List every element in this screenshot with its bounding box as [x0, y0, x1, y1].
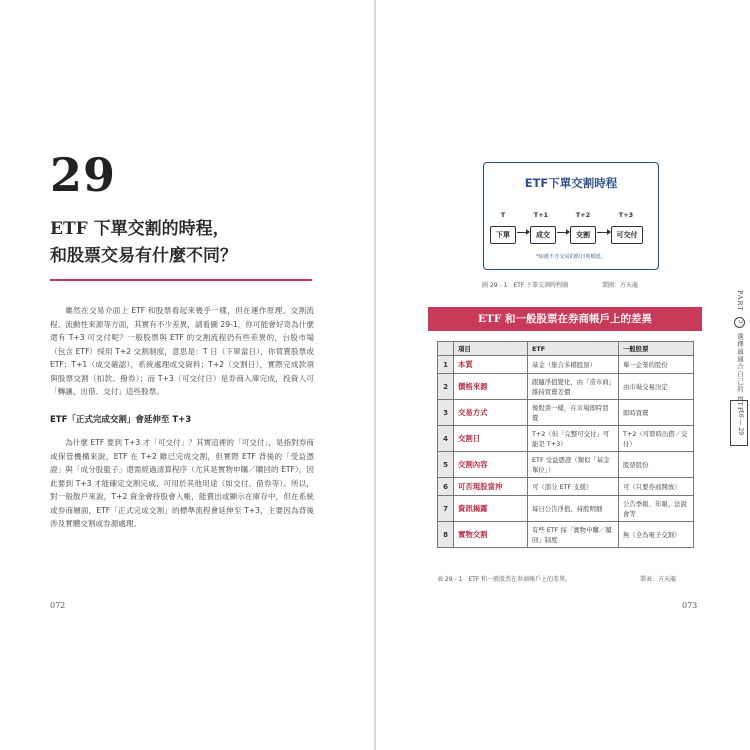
timeline-label-t2: T+2: [575, 211, 591, 219]
title-divider: [50, 279, 312, 281]
timeline-label-t1: T+1: [533, 211, 549, 219]
row-etf: 像股票一樣，在市場即時買賣: [528, 400, 619, 426]
timeline-label-t: T: [500, 211, 506, 219]
right-page: [376, 0, 750, 750]
body-paragraph-2: 為什麼 ETF 要到 T+3 才「可交付」？其實這裡的「可交付」，是指對券商或保管機構來說，ETF 在 T+2 雖已完成交割，但實際 ETF 背後的「受益憑證」與「成分股籃子」還需經過清算程序（尤其是實物申購／贖回的 ETF），因此要到 T+3 才能確定交割完成、可用於其他用途（如交付、借券等）。所以，對一般散戶來說，T+2 資金會持股會入帳，能賣出或顯示在庫存中，但在系統或券商層面，ETF「正式完成交割」的標準流程會延伸至 T+3，主要因為背後涉及實體交割或券源處理。: [50, 438, 314, 528]
running-side-tab: [733, 290, 745, 412]
row-stock: 無（全為電子交割）: [619, 522, 694, 548]
row-stock: 單一企業的股份: [619, 356, 694, 374]
row-item: 交割日: [454, 426, 528, 452]
table-title: ETF 和一般股票在券商帳戶上的差異: [478, 313, 652, 325]
step-box-deliverable: 可交付: [611, 226, 643, 244]
body-paragraph-1: 雖然在交易介面上 ETF 和股票看起來幾乎一樣，但在運作原理、交割流程、流動性來源等方面，其實有不少差異，請看圖 29-1，你可能會好奇為什麼還有 T+3 可交付呢？一般股票與 ETF 的交割流程仍有些差異的，台股市場（包含 ETF）採用 T+2 交割制度，意思是：T 日（下單當日），你買賣股票或 ETF；T+1（成交確認），系統處理成交資料；T+2（交割日），實際完成款項與股票交割（扣款、撥券）；而 T+3（可交付日）是券商入庫完成，投資人可「轉讓、出借、交付」這些股票。: [50, 306, 314, 396]
row-number: 2: [438, 374, 454, 400]
left-page: [0, 0, 374, 750]
table-header-item: 項目: [454, 342, 528, 356]
row-etf: T+2（但「完整可交付」可能是 T+3）: [528, 426, 619, 452]
row-stock: 由市場交易決定: [619, 374, 694, 400]
chapter-title-line1: ETF 下單交割的時程，: [50, 219, 230, 239]
row-number: 4: [438, 426, 454, 452]
row-stock: T+2（可即時出借／交付）: [619, 426, 694, 452]
row-etf: 跟隨淨值變化，由「造市商」維持買賣差價: [528, 374, 619, 400]
step-box-execution: 成交: [530, 226, 556, 244]
row-etf: ETF 受益憑證（類似「基金單位」）: [528, 452, 619, 478]
row-item: 可否現股當沖: [454, 478, 528, 496]
table-row: [438, 426, 694, 452]
comparison-table: [437, 341, 694, 548]
row-number: 3: [438, 400, 454, 426]
table-row: [438, 356, 694, 374]
row-stock: 股票股份: [619, 452, 694, 478]
figure-note: *如遇不含交易的假日則順延。: [535, 254, 607, 260]
row-item: 價格來源: [454, 374, 528, 400]
table-header-stock: 一般股票: [619, 342, 694, 356]
table-header-row: [438, 342, 694, 356]
settlement-timeline-figure: [483, 162, 659, 270]
timeline-label-t3: T+3: [618, 211, 634, 219]
side-tab-text: 選擇最適合自己的 ETF: [736, 332, 744, 413]
row-number: 6: [438, 478, 454, 496]
row-item: 資訊揭露: [454, 496, 528, 522]
row-number: 5: [438, 452, 454, 478]
table-header-no: [438, 342, 454, 356]
chapter-number: 29: [50, 148, 117, 202]
table-row: [438, 478, 694, 496]
section-subheading: ETF「正式完成交割」會延伸至 T+3: [50, 415, 192, 425]
row-stock: 公告季報、年報、法說會等: [619, 496, 694, 522]
table-row: [438, 522, 694, 548]
table-credit: 製表：方天龍: [640, 576, 677, 583]
chapter-title: [50, 216, 330, 270]
arrow-icon: [597, 232, 610, 233]
chapter-title-line2: 和股票交易有什麼不同？: [50, 246, 237, 266]
row-number: 1: [438, 356, 454, 374]
row-etf: 有些 ETF 採「實物申購／贖回」制度: [528, 522, 619, 548]
row-etf: 基金（集合多檔股票）: [528, 356, 619, 374]
row-number: 8: [438, 522, 454, 548]
figure-credit: 製圖：方天龍: [602, 282, 639, 289]
row-etf: 可（部分 ETF 支援）: [528, 478, 619, 496]
row-item: 本質: [454, 356, 528, 374]
arrow-icon: [517, 232, 529, 233]
row-item: 實物交割: [454, 522, 528, 548]
row-stock: 可（只要券商開放）: [619, 478, 694, 496]
page-number-left: 072: [50, 601, 66, 610]
step-box-settlement: 交割: [570, 226, 596, 244]
table-title-band: [428, 307, 702, 331]
row-number: 7: [438, 496, 454, 522]
side-tab-part: PART: [736, 290, 744, 312]
row-etf: 每日公告淨值、持股明細: [528, 496, 619, 522]
side-tab-part-number: 3: [734, 317, 745, 328]
table-row: [438, 452, 694, 478]
table-row: [438, 374, 694, 400]
table-row: [438, 400, 694, 426]
page-number-right: 073: [682, 601, 698, 610]
side-tab-chapter-range: 16 — 29: [730, 400, 748, 446]
row-stock: 即時買賣: [619, 400, 694, 426]
row-item: 交易方式: [454, 400, 528, 426]
table-caption: 表 29 - 1 ETF 和一般股票在券商帳戶上的差異。: [437, 576, 572, 583]
figure-title: ETF下單交割時程: [524, 176, 618, 190]
figure-caption: 圖 29 - 1 ETF 下單交割時程圖: [482, 282, 569, 289]
row-item: 交割內容: [454, 452, 528, 478]
arrow-icon: [557, 232, 569, 233]
table-header-etf: ETF: [528, 342, 619, 356]
step-box-order: 下單: [490, 226, 516, 244]
table-row: [438, 496, 694, 522]
